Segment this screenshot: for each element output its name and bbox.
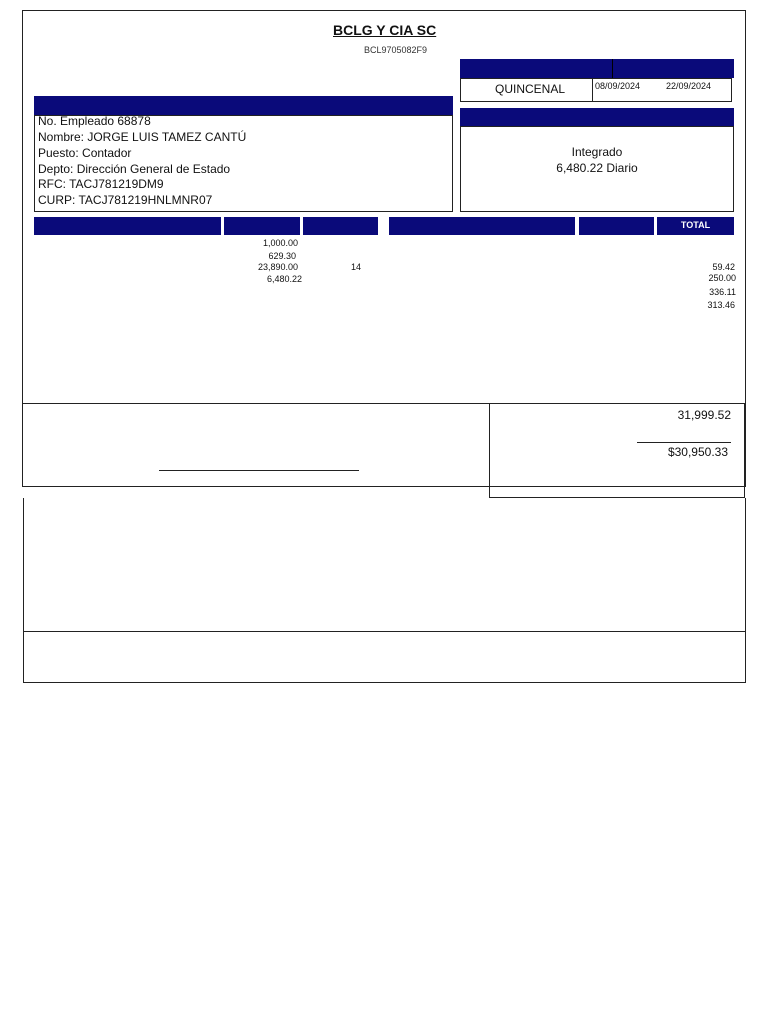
company-name: BCLG Y CIA SC	[333, 22, 437, 38]
notes-box	[23, 498, 746, 632]
employee-position: Puesto: Contador	[38, 146, 132, 160]
period-type: QUINCENAL	[495, 82, 566, 96]
perceptions-amount-header	[224, 217, 300, 235]
deduction-amount: 250.00	[708, 273, 736, 283]
period-start-date: 08/09/2024	[595, 81, 641, 91]
totals-rule	[637, 442, 731, 443]
employee-name: Nombre: JORGE LUIS TAMEZ CANTÚ	[38, 130, 247, 144]
perceptions-concept-header	[34, 217, 221, 235]
deductions-concept-header	[389, 217, 575, 235]
employee-curp: CURP: TACJ781219HNLMNR07	[38, 193, 213, 207]
employee-department: Depto: Dirección General de Estado	[38, 162, 231, 176]
salary-daily: 6,480.22 Diario	[556, 161, 638, 175]
period-header-divider	[612, 59, 613, 78]
deductions-amount-header	[579, 217, 654, 235]
perception-days: 14	[350, 262, 361, 272]
company-rfc: BCL9705082F9	[364, 45, 428, 55]
salary-header-bar	[460, 108, 734, 126]
deduction-amount: 336.11	[709, 287, 736, 297]
employee-rfc: RFC: TACJ781219DM9	[38, 177, 164, 191]
perceptions-days-header	[303, 217, 378, 235]
deductions-total-label: TOTAL	[680, 220, 711, 230]
deduction-amount: 313.46	[707, 300, 735, 310]
perception-amount: 629.30	[268, 251, 296, 261]
period-box-divider	[592, 78, 593, 102]
period-header-bar	[460, 59, 734, 78]
footer-box	[23, 631, 746, 683]
employee-number: No. Empleado 68878	[38, 114, 151, 128]
net-total: $30,950.33	[667, 445, 728, 459]
gross-total: 31,999.52	[677, 408, 731, 422]
deduction-amount: 59.42	[712, 262, 735, 272]
period-end-date: 22/09/2024	[666, 81, 712, 91]
salary-type: Integrado	[571, 145, 623, 159]
perception-amount: 6,480.22	[266, 274, 302, 284]
perception-amount: 23,890.00	[257, 262, 298, 272]
perception-amount: 1,000.00	[262, 238, 298, 248]
employee-header-bar	[34, 96, 453, 115]
signature-line	[159, 470, 359, 471]
